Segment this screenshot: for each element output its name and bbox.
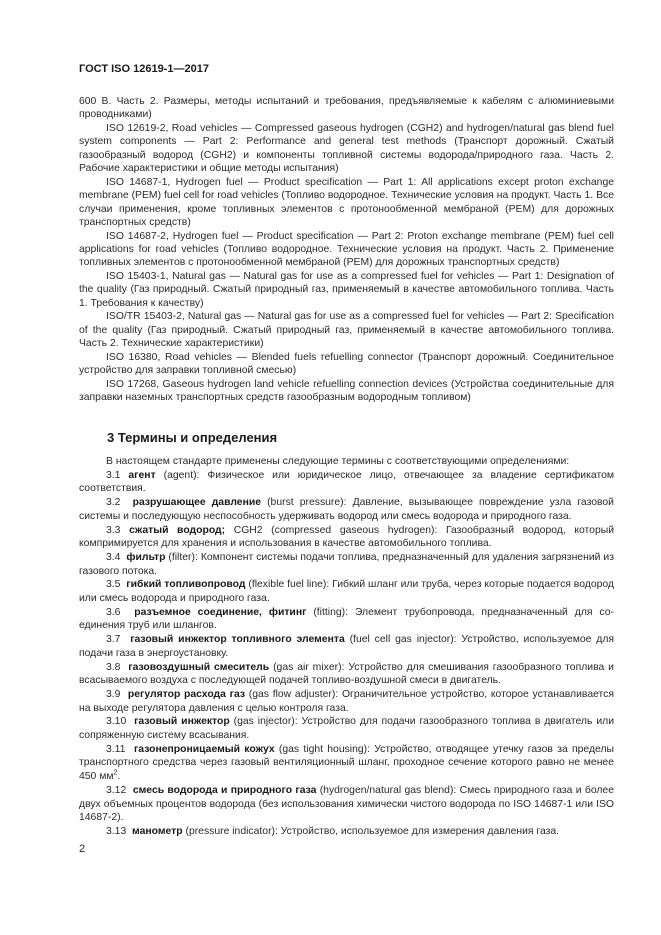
page-number: 2 [79, 843, 86, 855]
term-number: 3.7 [106, 634, 121, 646]
document-header: ГОСТ ISO 12619-1—2017 [79, 63, 209, 75]
term-definition [79, 496, 614, 523]
term-name: регулятор расхода газ [127, 688, 246, 700]
term-number: 3.9 [106, 688, 121, 700]
term-definition [79, 688, 614, 715]
term-number: 3.8 [106, 661, 121, 673]
reference-item: ISO/TR 15403-2, Natural gas — Natural gas for use as a compressed fuel for vehicles — Part 2: Specification of the quality (Газ природный. Сжатый природный газ, применяемый в качестве автомобильного топлива. Часть 2. Технические характеристики) [79, 311, 614, 350]
section-intro: В настоящем стандарте применены следующие термины с соответствующими определениями: [106, 456, 570, 467]
term-text: (flexible fuel line): Гибкий шланг или труба, через которые подается водород или смесь водорода и природного газа. [79, 579, 614, 605]
term-text: CGH2 (compressed gaseous hydrogen): Газообразный водород, который компримируется для хранения и использования в качестве автомобильного топлива. [79, 524, 615, 550]
term-definition [79, 784, 614, 825]
term-definition [79, 715, 614, 742]
term-text: (hydrogen/natural gas blend): Смесь природного газа и более двух объемных процентов водорода (без использования химически чистого водорода по ISO 14687-1 или ISO 14687-2). [79, 784, 614, 824]
superscript: 2 [113, 769, 118, 777]
term-name: манометр [132, 825, 183, 837]
term-definition [79, 578, 614, 605]
reference-item: ISO 14687-2, Hydrogen fuel — Product specification — Part 2: Proton exchange membrane (PEM) fuel cell applications for road vehicles (Топливо водородное. Технические условия на продукт. Часть 2. Применение топливных элементов с протонообменной мембраной (PEM) для дорожных транспортных средств) [79, 230, 614, 269]
term-number: 3.1 [106, 469, 121, 481]
term-name: фильтр [126, 551, 166, 563]
term-text: (burst pressure): Давление, вызывающее повреждение узла газовой системы и последующую неспособность удерживать водород или смесь водорода и природного газа. [79, 497, 614, 522]
term-name: смесь водорода и природного газа [132, 784, 317, 796]
term-definition [79, 606, 614, 633]
reference-item: 600 В. Часть 2. Размеры, методы испытаний и требования, предъявляемые к кабелям с алюминиевыми проводниками) [79, 96, 614, 121]
normative-references [79, 95, 614, 404]
reference-item: ISO 14687-1, Hydrogen fuel — Product specification — Part 1: All applications except proton exchange membrane (PEM) fuel cell for road vehicles (Топливо водородное. Технические условия на продукт. Часть 1. Все случаи применения, кроме топливных элементов с протонообменной мембраной (PEM) для дорожных транспортных средств) [79, 176, 614, 229]
term-text: (filter): Компонент системы подачи топлива, предназначенный для удаления загрязнений из газового потока. [79, 551, 614, 577]
reference-item: ISO 12619-2, Road vehicles — Compressed gaseous hydrogen (CGH2) and hydrogen/natural gas blend fuel system components — Part 2: Performance and general test methods (Транспорт дорожный. Сжатый газообразный водород (CGH2) и компоненты топливной системы водорода/природного газа. Часть 2. Рабочие характеристики и общие методы испытания) [79, 122, 614, 175]
reference-item: ISO 15403-1, Natural gas — Natural gas for use as a compressed fuel for vehicles — Part 1: Designation of the quality (Газ природный. Сжатый природный газ, применяемый в качестве автомобильного топлива. Часть 1. Требования к качеству) [79, 270, 614, 309]
term-number: 3.6 [106, 606, 121, 618]
term-name: газовый инжектор [134, 716, 230, 728]
terms-list [79, 455, 614, 839]
term-definition [79, 661, 614, 688]
term-name: газонепроницаемый кожух [133, 743, 275, 755]
term-text: (gas air mixer): Устройство для смешивания газообразного топлива и всасываемого воздуха с последующей подачей топливо-воздушной смеси в двигатель. [79, 661, 614, 687]
term-name: сжатый водород; [129, 524, 226, 536]
term-name: агент [128, 469, 156, 481]
term-number: 3.2 [106, 497, 121, 509]
term-text-tail: . [117, 771, 121, 783]
term-text: (gas tight housing): Устройство, отводящее утечку газов за пределы транспортного средства через газовый вентиляционный шланг, проходное сечение которого равно не менее 450 мм [79, 743, 614, 783]
term-definition [79, 524, 614, 551]
term-definition [79, 551, 614, 578]
reference-item: ISO 16380, Road vehicles — Blended fuels refuelling connector (Транспорт дорожный. Соединительное устройство для заправки топливной смесью) [79, 351, 614, 377]
term-definition [79, 633, 614, 660]
term-text: (pressure indicator): Устройство, используемое для измерения давления газа. [182, 825, 560, 837]
term-number: 3.13 [106, 825, 127, 837]
reference-item: ISO 17268, Gaseous hydrogen land vehicle refuelling connection devices (Устройства соединительные для заправки наземных транспортных средств газообразным водородным топливом) [79, 378, 614, 403]
term-definition [79, 469, 614, 496]
term-name: газовый инжектор топливного элемента [130, 634, 345, 646]
term-text: (agent): Физическое или юридическое лицо, отвечающее за владение сертификатом соответствия. [79, 469, 615, 495]
term-definition [79, 743, 614, 784]
term-name: разрушающее давление [132, 497, 262, 509]
term-number: 3.11 [106, 743, 126, 755]
term-number: 3.3 [106, 524, 121, 536]
term-number: 3.4 [106, 551, 121, 563]
term-name: гибкий топливопровод [126, 579, 246, 591]
term-definition [79, 825, 614, 839]
term-name: газовоздушный смеситель [128, 661, 270, 673]
section-heading: 3 Термины и определения [107, 430, 278, 445]
term-text: (gas injector): Устройство для подачи газообразного топлива в двигатель или сопряженную систему всасывания. [79, 716, 614, 742]
term-number: 3.10 [106, 716, 127, 728]
term-number: 3.5 [106, 579, 121, 591]
term-text: (fitting): Элемент трубопровода, предназначенный для соединения труб или шлангов. [79, 606, 614, 632]
term-text: (fuel cell gas injector): Устройство, используемое для подачи газа в энергоустановку. [79, 634, 615, 659]
term-number: 3.12 [106, 784, 127, 796]
term-text: (gas flow adjuster): Ограничительное устройство, которое устанавливается на выходе регулятора давления с целью контроля газа. [79, 688, 615, 714]
term-name: разъемное соединение, фитинг [134, 606, 307, 618]
